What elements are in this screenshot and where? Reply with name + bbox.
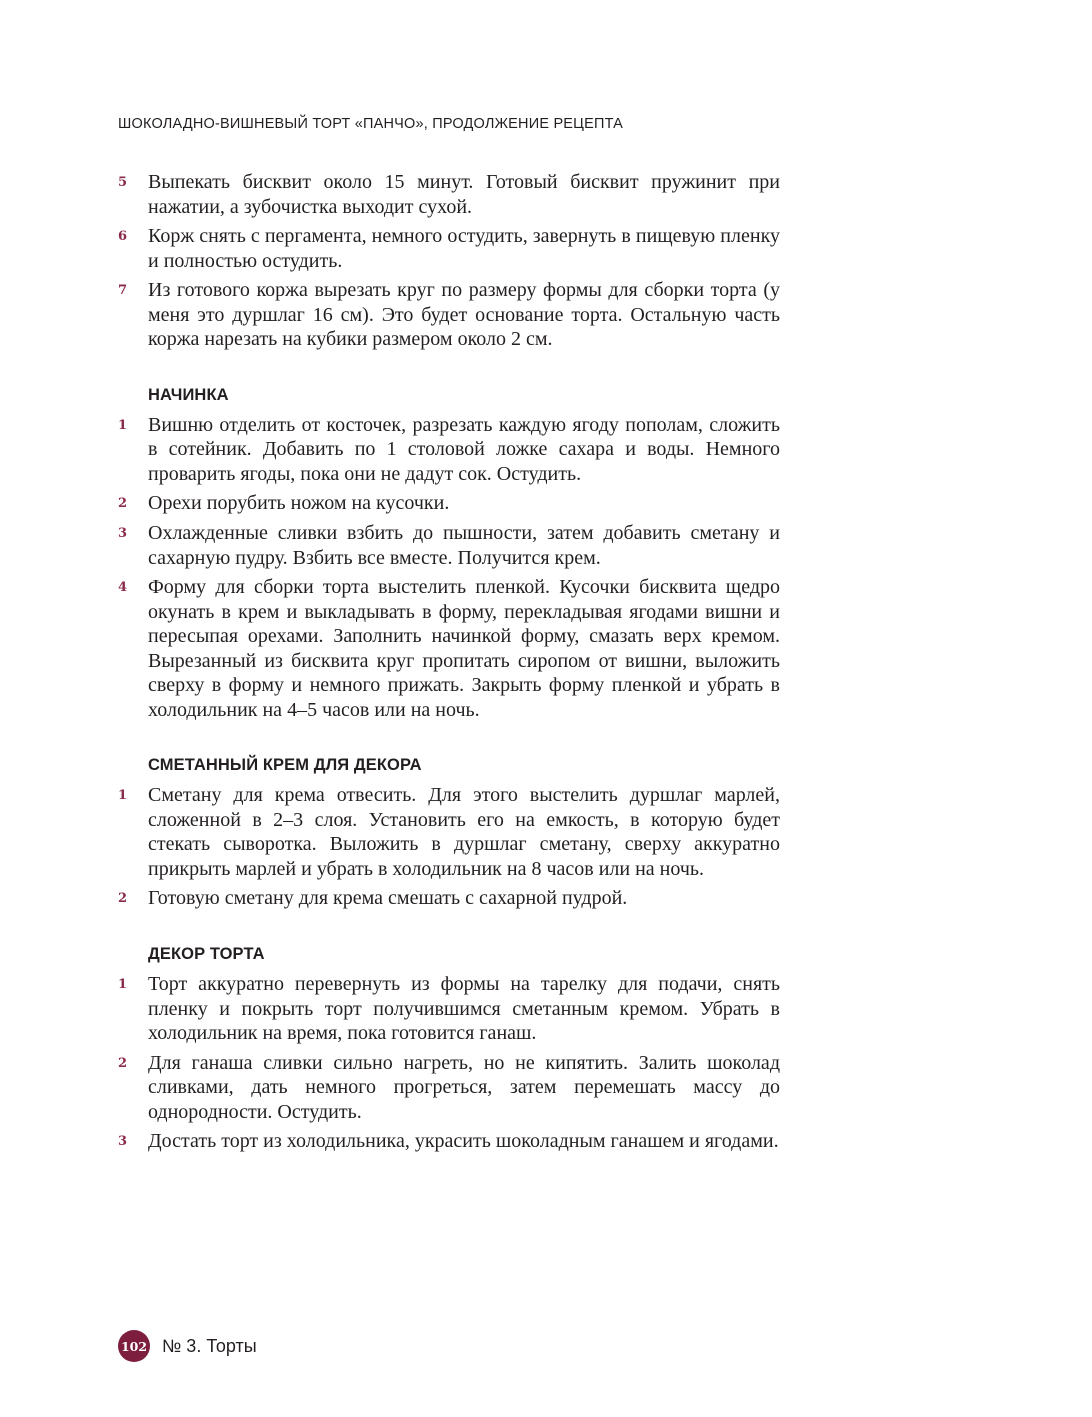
step-text: Готовую сметану для крема смешать с сахарной пудрой. [148, 887, 628, 909]
step-number: 6 [118, 229, 128, 244]
step-item [118, 491, 780, 516]
section-decor [118, 945, 780, 1154]
step-text: Корж снять с пергамента, немного остудить, завернуть в пищевую пленку и полностью остудить. [148, 225, 780, 272]
step-number: 2 [118, 891, 128, 906]
page-number-badge: 102 [118, 1330, 150, 1362]
step-number: 3 [118, 526, 128, 541]
step-item [118, 413, 780, 487]
step-number: 4 [118, 580, 128, 595]
step-text: Форму для сборки торта выстелить пленкой. Кусочки бисквита щедро окунать в крем и выкладывать в форму, перекладывая ягодами вишни и пересыпая орехами. Заполнить начинкой форму, смазать верх кремом. Вырезанный из бисквита круг пропитать сиропом от вишни, выложить сверху в форму и немного прижать. Закрыть форму пленкой и убрать в холодильник на 4–5 часов или на ночь. [148, 576, 780, 721]
step-item [118, 1051, 780, 1125]
section-title: НАЧИНКА [148, 385, 229, 404]
step-item [118, 521, 780, 570]
section-title: СМЕТАННЫЙ КРЕМ ДЛЯ ДЕКОРА [148, 756, 422, 774]
step-number: 1 [118, 788, 128, 803]
step-item [118, 1129, 780, 1154]
step-item [118, 170, 780, 219]
step-number: 1 [118, 417, 128, 433]
step-text: Вишню отделить от косточек, разрезать каждую ягоду пополам, сложить в сотейник. Добавить по 1 столовой ложке сахара и воды. Немного проварить ягоды, пока они не дадут сок. Остудить. [148, 413, 780, 485]
page-footer [118, 1330, 257, 1362]
step-text: Выпекать бисквит около 15 минут. Готовый бисквит пружинит при нажатии, а зубочистка выходит сухой. [148, 171, 780, 218]
step-text: Достать торт из холодильника, украсить шоколадным ганашем и ягодами. [148, 1130, 779, 1152]
step-text: Для ганаша сливки сильно нагреть, но не кипятить. Залить шоколад сливками, дать немного прогреться, затем перемешать массу до однородности. Остудить. [148, 1051, 780, 1123]
step-number: 3 [118, 1134, 128, 1149]
step-number: 2 [118, 1055, 128, 1071]
step-number: 1 [118, 977, 128, 992]
section-sour-cream [118, 756, 780, 911]
step-item [118, 972, 780, 1046]
step-item [118, 783, 780, 881]
running-head: ШОКОЛАДНО-ВИШНЕВЫЙ ТОРТ «ПАНЧО», ПРОДОЛЖЕНИЕ РЕЦЕПТА [118, 116, 624, 132]
step-item [118, 886, 780, 911]
recipe-content [118, 170, 780, 1159]
section-title: ДЕКОР ТОРТА [148, 945, 265, 963]
chapter-label: № 3. Торты [162, 1335, 257, 1356]
step-item [118, 575, 780, 722]
step-item [118, 224, 780, 273]
intro-steps [118, 170, 780, 352]
step-number: 7 [118, 283, 128, 298]
step-number: 2 [118, 496, 128, 511]
step-text: Охлажденные сливки взбить до пышности, затем добавить сметану и сахарную пудру. Взбить все вместе. Получится крем. [148, 522, 780, 569]
step-number: 5 [118, 175, 128, 190]
step-item [118, 278, 780, 352]
step-text: Торт аккуратно перевернуть из формы на тарелку для подачи, снять пленку и покрыть торт получившимся сметанным кремом. Убрать в холодильник на время, пока готовится ганаш. [148, 973, 780, 1044]
step-text: Из готового коржа вырезать круг по размеру формы для сборки торта (у меня это дуршлаг 16 см). Это будет основание торта. Остальную часть коржа нарезать на кубики размером около 2 см. [148, 279, 780, 350]
section-filling [118, 386, 780, 723]
step-text: Орехи порубить ножом на кусочки. [148, 492, 450, 514]
step-text: Сметану для крема отвесить. Для этого выстелить дуршлаг марлей, сложенной в 2–3 слоя. Установить его на емкость, в которую будет стекать сыворотка. Выложить в дуршлаг сметану, сверху аккуратно прикрыть марлей и убрать в холодильник на 8 часов или на ночь. [148, 784, 780, 880]
